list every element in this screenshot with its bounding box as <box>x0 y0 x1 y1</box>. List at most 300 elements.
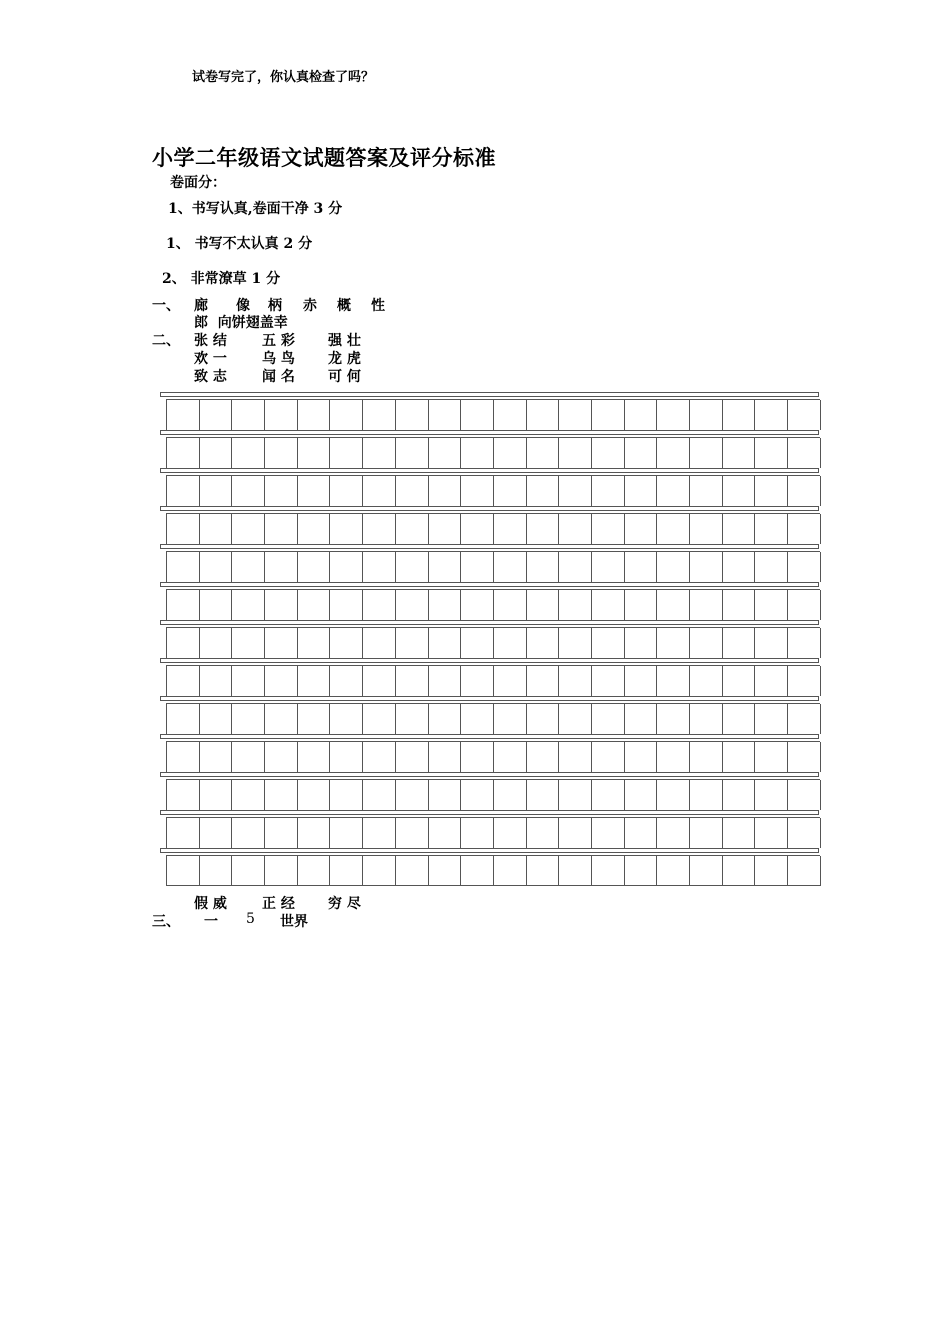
grid-cell <box>527 476 560 506</box>
grid-cell <box>461 590 494 620</box>
grid-cell <box>723 856 756 886</box>
header-note: 试卷写完了，你认真检查了吗？ <box>192 70 375 85</box>
grid-cell <box>167 704 200 734</box>
grid-cell <box>232 590 265 620</box>
grid-cell <box>559 590 592 620</box>
grid-cell <box>494 818 527 848</box>
grid-cell <box>461 476 494 506</box>
section1-label: 一、 <box>152 298 180 314</box>
grid-cell <box>690 666 723 696</box>
section2-row <box>194 348 394 366</box>
grid-cell <box>788 476 821 506</box>
grid-cell <box>298 704 331 734</box>
grid-cell <box>429 400 462 430</box>
grid-cell <box>429 476 462 506</box>
grid-cell <box>657 780 690 810</box>
answer-pair: 正 经 <box>262 896 295 912</box>
grid-cell <box>657 666 690 696</box>
grid-cell <box>559 818 592 848</box>
grid-cell <box>723 704 756 734</box>
grid-cell <box>330 476 363 506</box>
grid-cell <box>625 628 658 658</box>
grid-cell <box>723 476 756 506</box>
grid-cell <box>200 666 233 696</box>
grid-cells <box>166 475 820 506</box>
grid-cell <box>200 742 233 772</box>
answer-char: 赤 <box>303 298 317 314</box>
answer-pair: 乌 鸟 <box>262 351 295 367</box>
neatness-item: 1、 书写不太认真 2 分 <box>166 236 313 252</box>
grid-row-bar <box>160 848 819 853</box>
grid-cell <box>559 552 592 582</box>
grid-cell <box>298 780 331 810</box>
grid-row-bar <box>160 658 819 663</box>
grid-cell <box>461 628 494 658</box>
grid-cell <box>755 818 788 848</box>
writing-grid <box>160 392 821 886</box>
grid-cell <box>167 818 200 848</box>
grid-cell <box>363 400 396 430</box>
grid-cell <box>788 742 821 772</box>
section1-row1 <box>194 295 414 313</box>
grid-bottom-border <box>166 885 820 886</box>
grid-cell <box>690 438 723 468</box>
grid-cell <box>559 780 592 810</box>
answer-pair: 龙 虎 <box>328 351 361 367</box>
grid-cell <box>723 628 756 658</box>
grid-cell <box>690 476 723 506</box>
grid-cell <box>461 552 494 582</box>
grid-cell <box>592 856 625 886</box>
grid-cell <box>788 856 821 886</box>
grid-cell <box>657 514 690 544</box>
grid-cell <box>657 818 690 848</box>
grid-cell <box>265 818 298 848</box>
grid-cell <box>755 552 788 582</box>
grid-row <box>160 582 821 620</box>
answer-pair: 张 结 <box>194 333 227 349</box>
answer-pair: 假 威 <box>194 896 227 912</box>
grid-cell <box>232 438 265 468</box>
grid-cell <box>559 476 592 506</box>
grid-cell <box>200 628 233 658</box>
answer-char: 柄 <box>268 298 282 314</box>
grid-cell <box>723 552 756 582</box>
grid-cell <box>461 666 494 696</box>
grid-cell <box>657 476 690 506</box>
grid-cell <box>723 818 756 848</box>
neatness-heading: 卷面分： <box>170 175 226 191</box>
grid-cell <box>527 666 560 696</box>
grid-cell <box>265 552 298 582</box>
grid-cell <box>690 400 723 430</box>
grid-cell <box>559 438 592 468</box>
grid-cell <box>494 742 527 772</box>
grid-row-bar <box>160 392 819 397</box>
answer-item: 一 <box>204 914 218 930</box>
grid-cell <box>788 704 821 734</box>
grid-cell <box>363 704 396 734</box>
grid-cell <box>461 704 494 734</box>
grid-cell <box>494 666 527 696</box>
grid-cell <box>690 780 723 810</box>
grid-cell <box>200 400 233 430</box>
grid-cell <box>330 438 363 468</box>
grid-cell <box>265 628 298 658</box>
grid-cell <box>723 742 756 772</box>
grid-cell <box>330 856 363 886</box>
grid-cell <box>363 818 396 848</box>
grid-cell <box>527 780 560 810</box>
grid-cell <box>690 856 723 886</box>
grid-cell <box>298 514 331 544</box>
grid-cell <box>167 438 200 468</box>
grid-row <box>160 658 821 696</box>
grid-cell <box>527 590 560 620</box>
grid-cell <box>200 780 233 810</box>
grid-cell <box>625 856 658 886</box>
grid-cell <box>363 514 396 544</box>
grid-cell <box>298 818 331 848</box>
grid-cell <box>167 666 200 696</box>
grid-cell <box>592 818 625 848</box>
grid-cell <box>429 514 462 544</box>
grid-cell <box>200 590 233 620</box>
grid-cell <box>592 780 625 810</box>
grid-cell <box>396 552 429 582</box>
grid-cell <box>396 818 429 848</box>
answer-char: 性 <box>371 298 385 314</box>
grid-cell <box>298 856 331 886</box>
grid-cell <box>167 628 200 658</box>
grid-cell <box>625 742 658 772</box>
grid-cell <box>429 666 462 696</box>
grid-cell <box>429 438 462 468</box>
grid-cell <box>167 476 200 506</box>
grid-cell <box>559 742 592 772</box>
grid-cell <box>527 400 560 430</box>
grid-cell <box>461 818 494 848</box>
grid-cell <box>625 590 658 620</box>
answer-char: 概 <box>337 298 351 314</box>
grid-cell <box>330 514 363 544</box>
grid-cell <box>429 818 462 848</box>
grid-cell <box>167 514 200 544</box>
grid-cell <box>330 400 363 430</box>
grid-cells <box>166 703 820 734</box>
grid-cell <box>494 476 527 506</box>
answer-char: 廊 <box>194 298 208 314</box>
grid-cell <box>363 628 396 658</box>
grid-cell <box>232 476 265 506</box>
grid-cell <box>592 476 625 506</box>
grid-cell <box>527 628 560 658</box>
grid-cell <box>298 552 331 582</box>
grid-cell <box>232 742 265 772</box>
grid-cell <box>625 704 658 734</box>
grid-cell <box>330 742 363 772</box>
grid-row <box>160 620 821 658</box>
grid-cell <box>625 400 658 430</box>
grid-cell <box>396 628 429 658</box>
grid-cell <box>298 666 331 696</box>
grid-cell <box>657 628 690 658</box>
grid-cell <box>755 628 788 658</box>
grid-cell <box>755 704 788 734</box>
grid-cell <box>592 514 625 544</box>
answer-pair: 欢 一 <box>194 351 227 367</box>
grid-cell <box>592 628 625 658</box>
grid-cell <box>232 400 265 430</box>
grid-cell <box>788 552 821 582</box>
grid-cells <box>166 627 820 658</box>
grid-cell <box>494 438 527 468</box>
grid-cell <box>657 590 690 620</box>
answer-item: 世界 <box>280 914 308 930</box>
grid-cell <box>298 628 331 658</box>
section2-row <box>194 893 394 911</box>
grid-cell <box>494 590 527 620</box>
grid-cell <box>200 856 233 886</box>
grid-cell <box>232 818 265 848</box>
grid-cell <box>592 590 625 620</box>
grid-cell <box>167 590 200 620</box>
grid-cell <box>625 666 658 696</box>
grid-cell <box>559 704 592 734</box>
grid-cell <box>265 476 298 506</box>
grid-row-bar <box>160 772 819 777</box>
grid-cell <box>723 590 756 620</box>
grid-cell <box>167 780 200 810</box>
grid-cell <box>559 666 592 696</box>
grid-cell <box>494 704 527 734</box>
section2-label: 二、 <box>152 333 180 349</box>
grid-cell <box>232 552 265 582</box>
grid-row <box>160 696 821 734</box>
grid-cell <box>690 704 723 734</box>
grid-cell <box>657 742 690 772</box>
grid-cell <box>363 590 396 620</box>
grid-cell <box>755 438 788 468</box>
grid-cell <box>330 552 363 582</box>
answer-item: 5 <box>246 911 255 927</box>
grid-cell <box>396 856 429 886</box>
grid-cell <box>298 590 331 620</box>
grid-cell <box>396 400 429 430</box>
section3-row <box>194 911 334 929</box>
grid-cell <box>167 552 200 582</box>
grid-cell <box>363 552 396 582</box>
grid-cell <box>167 400 200 430</box>
grid-cell <box>330 780 363 810</box>
grid-cell <box>592 438 625 468</box>
grid-cell <box>755 590 788 620</box>
grid-cell <box>592 742 625 772</box>
grid-cells <box>166 551 820 582</box>
grid-cell <box>788 818 821 848</box>
grid-cell <box>788 438 821 468</box>
grid-cell <box>363 742 396 772</box>
grid-cell <box>396 438 429 468</box>
grid-cell <box>657 400 690 430</box>
grid-cell <box>625 476 658 506</box>
grid-cell <box>527 742 560 772</box>
grid-cell <box>690 514 723 544</box>
grid-cell <box>788 780 821 810</box>
grid-row-bar <box>160 734 819 739</box>
grid-cell <box>429 742 462 772</box>
grid-cell <box>657 438 690 468</box>
grid-cell <box>625 780 658 810</box>
section3-label: 三、 <box>152 914 180 930</box>
grid-cell <box>265 742 298 772</box>
grid-cell <box>461 742 494 772</box>
grid-cell <box>755 742 788 772</box>
answer-pair: 可 何 <box>328 369 361 385</box>
grid-cell <box>755 856 788 886</box>
grid-cell <box>788 666 821 696</box>
grid-cell <box>461 400 494 430</box>
grid-cell <box>723 514 756 544</box>
grid-cell <box>788 590 821 620</box>
grid-cell <box>396 666 429 696</box>
grid-cell <box>200 552 233 582</box>
grid-cell <box>330 704 363 734</box>
grid-row-bar <box>160 430 819 435</box>
grid-cell <box>363 780 396 810</box>
grid-cell <box>363 438 396 468</box>
grid-cell <box>200 818 233 848</box>
grid-cell <box>396 476 429 506</box>
grid-row <box>160 392 821 430</box>
grid-cell <box>559 400 592 430</box>
grid-cell <box>429 856 462 886</box>
grid-row <box>160 772 821 810</box>
grid-cells <box>166 437 820 468</box>
grid-row-bar <box>160 810 819 815</box>
grid-cell <box>167 742 200 772</box>
grid-cell <box>200 704 233 734</box>
grid-cells <box>166 589 820 620</box>
grid-cell <box>592 400 625 430</box>
grid-row-bar <box>160 544 819 549</box>
grid-cell <box>559 856 592 886</box>
grid-row-bar <box>160 696 819 701</box>
section2-row <box>194 330 394 348</box>
answer-char: 像 <box>236 298 250 314</box>
grid-row-bar <box>160 506 819 511</box>
grid-cell <box>330 666 363 696</box>
grid-cells <box>166 741 820 772</box>
grid-cell <box>690 628 723 658</box>
answer-pair: 五 彩 <box>262 333 295 349</box>
grid-cells <box>166 665 820 696</box>
grid-cell <box>461 514 494 544</box>
grid-cell <box>265 438 298 468</box>
answer-pair: 强 壮 <box>328 333 361 349</box>
grid-row <box>160 734 821 772</box>
grid-cell <box>494 552 527 582</box>
grid-cell <box>657 552 690 582</box>
grid-cell <box>330 818 363 848</box>
grid-cell <box>396 590 429 620</box>
grid-cell <box>232 856 265 886</box>
grid-cell <box>657 704 690 734</box>
grid-cell <box>265 856 298 886</box>
grid-cell <box>494 856 527 886</box>
grid-cell <box>232 780 265 810</box>
grid-cell <box>429 780 462 810</box>
grid-cell <box>298 742 331 772</box>
grid-cell <box>429 704 462 734</box>
grid-cell <box>265 590 298 620</box>
grid-cell <box>200 476 233 506</box>
grid-cell <box>625 438 658 468</box>
grid-cell <box>592 666 625 696</box>
grid-cell <box>396 780 429 810</box>
grid-cell <box>298 476 331 506</box>
grid-cell <box>625 552 658 582</box>
grid-cell <box>657 856 690 886</box>
grid-cell <box>461 856 494 886</box>
grid-row-bar <box>160 620 819 625</box>
grid-row-bar <box>160 468 819 473</box>
neatness-item: 1、书写认真,卷面干净 3 分 <box>168 201 343 217</box>
grid-row-bar <box>160 582 819 587</box>
grid-cell <box>690 590 723 620</box>
grid-cell <box>723 400 756 430</box>
grid-cell <box>429 590 462 620</box>
grid-cell <box>494 628 527 658</box>
answer-pair: 闻 名 <box>262 369 295 385</box>
grid-row <box>160 848 821 886</box>
grid-cell <box>396 514 429 544</box>
section2-row <box>194 366 394 384</box>
grid-cells <box>166 855 820 886</box>
grid-cell <box>559 514 592 544</box>
grid-cell <box>788 514 821 544</box>
grid-cell <box>363 856 396 886</box>
grid-cell <box>559 628 592 658</box>
grid-cell <box>363 476 396 506</box>
grid-cell <box>265 780 298 810</box>
grid-cell <box>232 666 265 696</box>
grid-cells <box>166 513 820 544</box>
grid-cell <box>788 400 821 430</box>
grid-cell <box>396 742 429 772</box>
grid-cell <box>265 514 298 544</box>
grid-cell <box>232 704 265 734</box>
grid-cell <box>200 438 233 468</box>
grid-cell <box>723 666 756 696</box>
grid-cell <box>723 438 756 468</box>
grid-cell <box>788 628 821 658</box>
grid-row <box>160 544 821 582</box>
grid-cells <box>166 399 820 430</box>
grid-cell <box>265 666 298 696</box>
answer-pair: 致 志 <box>194 369 227 385</box>
grid-cell <box>461 780 494 810</box>
grid-cell <box>592 704 625 734</box>
grid-cell <box>298 438 331 468</box>
grid-cell <box>527 514 560 544</box>
grid-cell <box>755 476 788 506</box>
grid-cell <box>625 818 658 848</box>
grid-cell <box>690 552 723 582</box>
grid-cell <box>429 628 462 658</box>
grid-cell <box>527 704 560 734</box>
grid-cell <box>265 400 298 430</box>
